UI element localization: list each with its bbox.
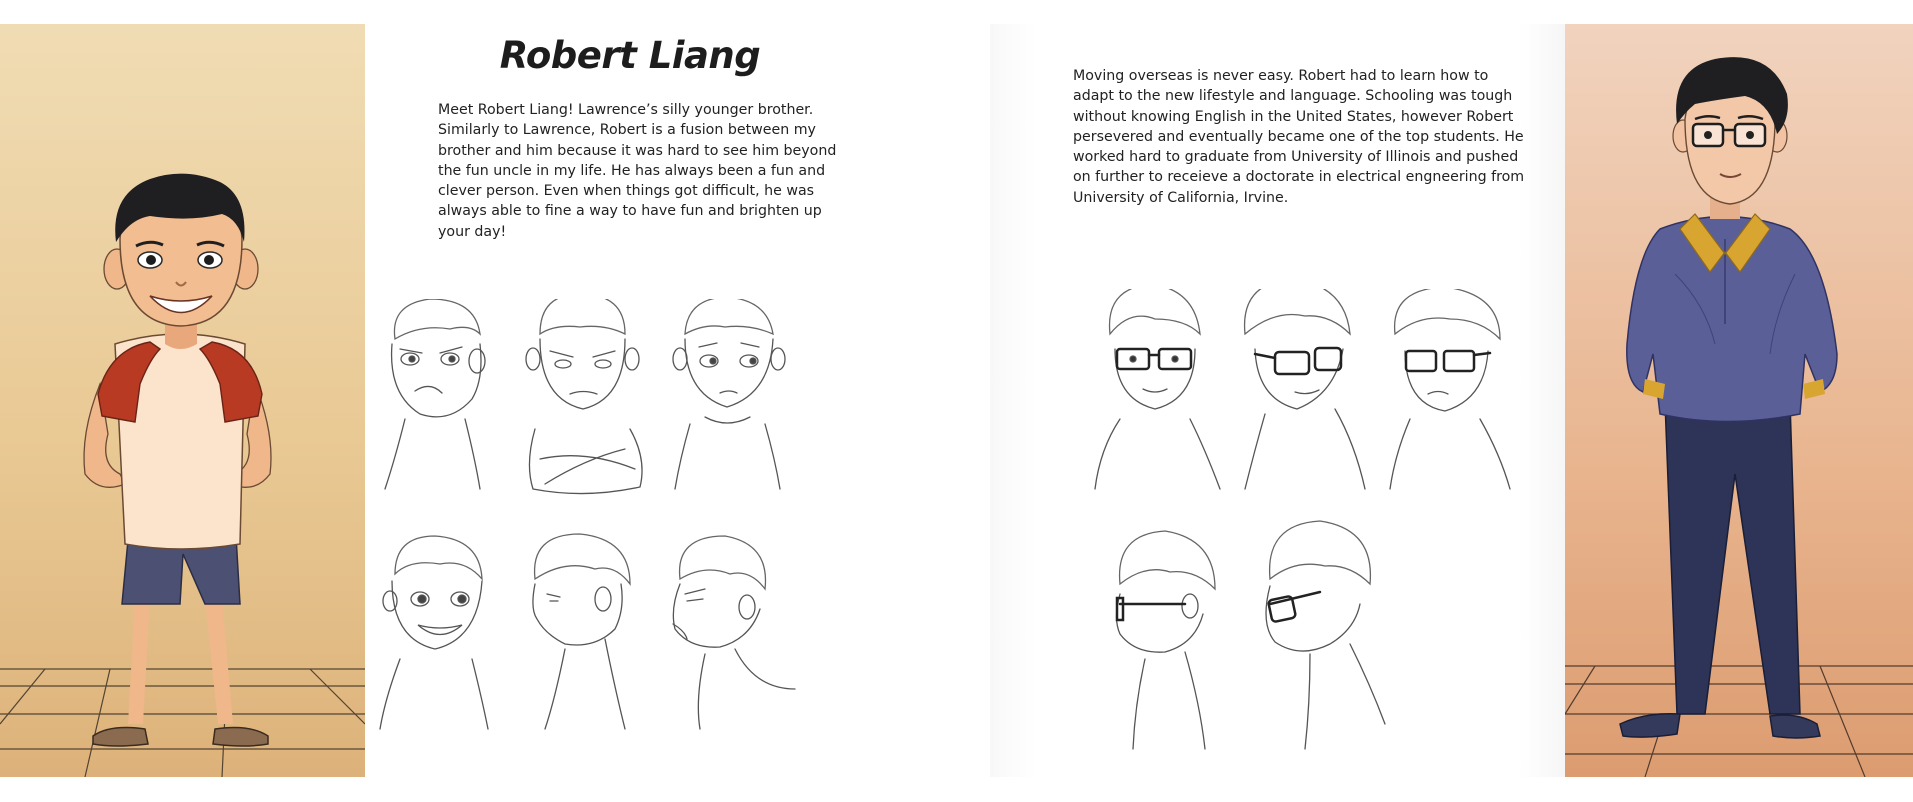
young-robert-illustration <box>0 24 365 777</box>
left-page <box>365 24 965 777</box>
sketch-adult-profile-turned <box>1266 521 1385 749</box>
sketch-head-worried <box>673 299 785 489</box>
young-robert-illustration-panel <box>0 24 365 777</box>
page-title: Robert Liang <box>499 34 761 77</box>
adult-robert-illustration-panel <box>1565 24 1913 777</box>
sketch-head-angry <box>385 299 485 489</box>
sketch-adult-stern <box>1390 289 1510 489</box>
sketch-adult-three-quarter <box>1245 289 1365 489</box>
adult-robert-illustration <box>1565 24 1913 777</box>
background-paragraph: Moving overseas is never easy. Robert had to learn how to adapt to the new lifestyle and language. Schooling was tough without knowing English in the United States, however Robert persevered and eventually became one of the top students. He worked hard to graduate from University of Illinois and pushed on further to receieve a doctorate in electrical engneering from University of California, Irvine. <box>1073 68 1525 206</box>
young-robert-sketch-sheet <box>375 299 855 759</box>
adult-robert-sketch-sheet <box>1075 289 1555 769</box>
sketch-head-arms-crossed <box>526 299 642 494</box>
sketch-head-grin <box>380 536 488 729</box>
sketch-head-shouting <box>673 536 795 729</box>
book-spread <box>0 24 1913 777</box>
sketch-head-profile <box>533 534 630 729</box>
right-page <box>990 24 1565 777</box>
sketch-adult-profile <box>1117 531 1216 749</box>
sketch-adult-front <box>1095 289 1220 489</box>
intro-paragraph: Meet Robert Liang! Lawrence’s silly younger brother. Similarly to Lawrence, Robert is a fusion between my brother and him because it was hard to see him beyond the fun uncle in my life. He has always been a fun and clever person. Even when things got difficult, he was always able to fine a way to have fun and brighten up your day! <box>438 102 837 240</box>
